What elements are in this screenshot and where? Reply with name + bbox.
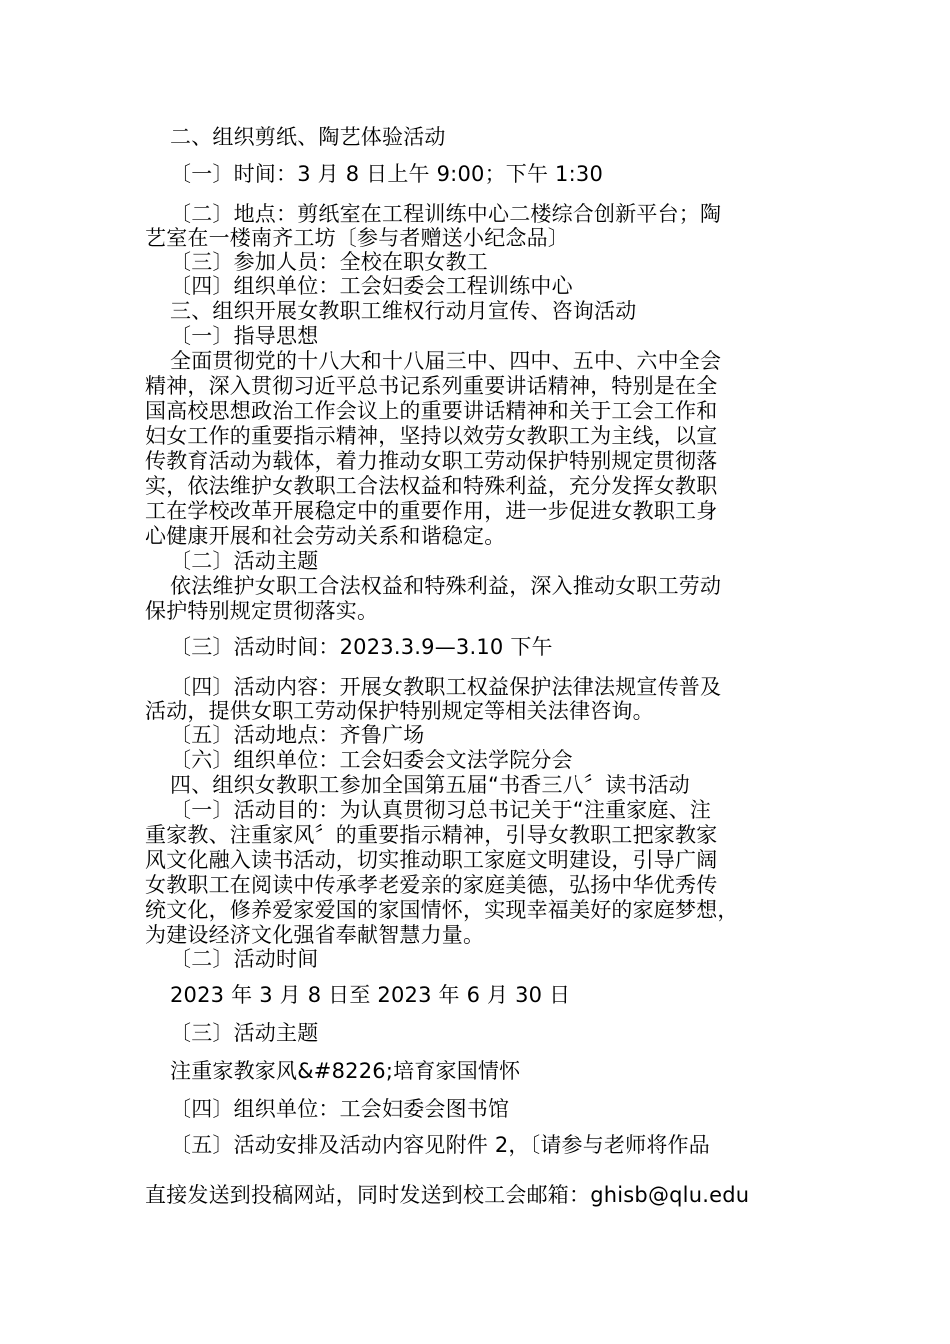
theme-line1: 依法维护女职工合法权益和特殊利益，深入推动女职工劳动 (170, 574, 722, 598)
reading-purpose-line6: 为建设经济文化强省奉献智慧力量。 (145, 923, 485, 947)
campaign-organizer: 〔六〕组织单位：工会妇委会文法学院分会 (170, 748, 573, 772)
heading-papercut-pottery: 二、组织剪纸、陶艺体验活动 (170, 125, 446, 149)
papercut-time: 〔一〕时间：3 月 8 日上午 9:00；下午 1:30 (170, 162, 604, 186)
campaign-content-line1: 〔四〕活动内容：开展女教职工权益保护法律法规宣传普及 (170, 675, 722, 699)
reading-time-heading: 〔二〕活动时间 (170, 947, 319, 971)
guiding-thought-line1: 全面贯彻党的十八大和十八届三中、四中、五中、六中全会 (170, 349, 722, 373)
papercut-location-line2: 艺室在一楼南齐工坊〔参与者赠送小纪念品〕 (145, 226, 569, 250)
papercut-organizer: 〔四〕组织单位：工会妇委会工程训练中心 (170, 274, 573, 298)
guiding-thought-line5: 传教育活动为载体，着力推动女职工劳动保护特别规定贯彻落 (145, 449, 718, 473)
reading-purpose-line2: 重家教、注重家风〞的重要指示精神，引导女教职工把家教家 (145, 823, 718, 847)
reading-arrangement-line1: 〔五〕活动安排及活动内容见附件 2，〔请参与老师将作品 (170, 1133, 710, 1157)
campaign-location: 〔五〕活动地点：齐鲁广场 (170, 723, 425, 747)
reading-theme-value: 注重家教家风&#8226;培育家国情怀 (170, 1059, 521, 1083)
reading-purpose-line4: 女教职工在阅读中传承孝老爱亲的家庭美德，弘扬中华优秀传 (145, 873, 718, 897)
papercut-participants: 〔三〕参加人员：全校在职女教工 (170, 250, 488, 274)
heading-reading-activity: 四、组织女教职工参加全国第五届“书香三八〞读书活动 (170, 773, 690, 797)
theme-line2: 保护特别规定贯彻落实。 (145, 599, 379, 623)
reading-purpose-line1: 〔一〕活动目的：为认真贯彻习总书记关于“注重家庭、注 (170, 798, 712, 822)
guiding-thought-line4: 妇女工作的重要指示精神，坚持以效劳女教职工为主线，以宣 (145, 424, 718, 448)
reading-arrangement-line2: 直接发送到投稿网站，同时发送到校工会邮箱：ghisb@qlu.edu (145, 1183, 750, 1207)
guiding-thought-line8: 心健康开展和社会劳动关系和谐稳定。 (145, 524, 506, 548)
reading-purpose-line5: 统文化，修养爱家爱国的家国情怀，实现幸福美好的家庭梦想， (145, 898, 739, 922)
reading-time-value: 2023 年 3 月 8 日至 2023 年 6 月 30 日 (170, 983, 571, 1007)
heading-rights-campaign: 三、组织开展女教职工维权行动月宣传、咨询活动 (170, 299, 637, 323)
guiding-thought-line3: 国高校思想政治工作会议上的重要讲话精神和关于工会工作和 (145, 399, 718, 423)
guiding-thought-heading: 〔一〕指导思想 (170, 324, 319, 348)
guiding-thought-line7: 工在学校改革开展稳定中的重要作用，进一步促进女教职工身 (145, 499, 718, 523)
reading-organizer: 〔四〕组织单位：工会妇委会图书馆 (170, 1097, 510, 1121)
guiding-thought-line6: 实，依法维护女教职工合法权益和特殊利益，充分发挥女教职 (145, 474, 718, 498)
theme-heading: 〔二〕活动主题 (170, 549, 319, 573)
campaign-time: 〔三〕活动时间：2023.3.9—3.10 下午 (170, 635, 553, 659)
campaign-content-line2: 活动，提供女职工劳动保护特别规定等相关法律咨询。 (145, 699, 654, 723)
reading-theme-heading: 〔三〕活动主题 (170, 1021, 319, 1045)
guiding-thought-line2: 精神，深入贯彻习近平总书记系列重要讲话精神，特别是在全 (145, 374, 718, 398)
reading-purpose-line3: 风文化融入读书活动，切实推动职工家庭文明建设，引导广阔 (145, 848, 718, 872)
papercut-location-line1: 〔二〕地点：剪纸室在工程训练中心二楼综合创新平台；陶 (170, 202, 722, 226)
